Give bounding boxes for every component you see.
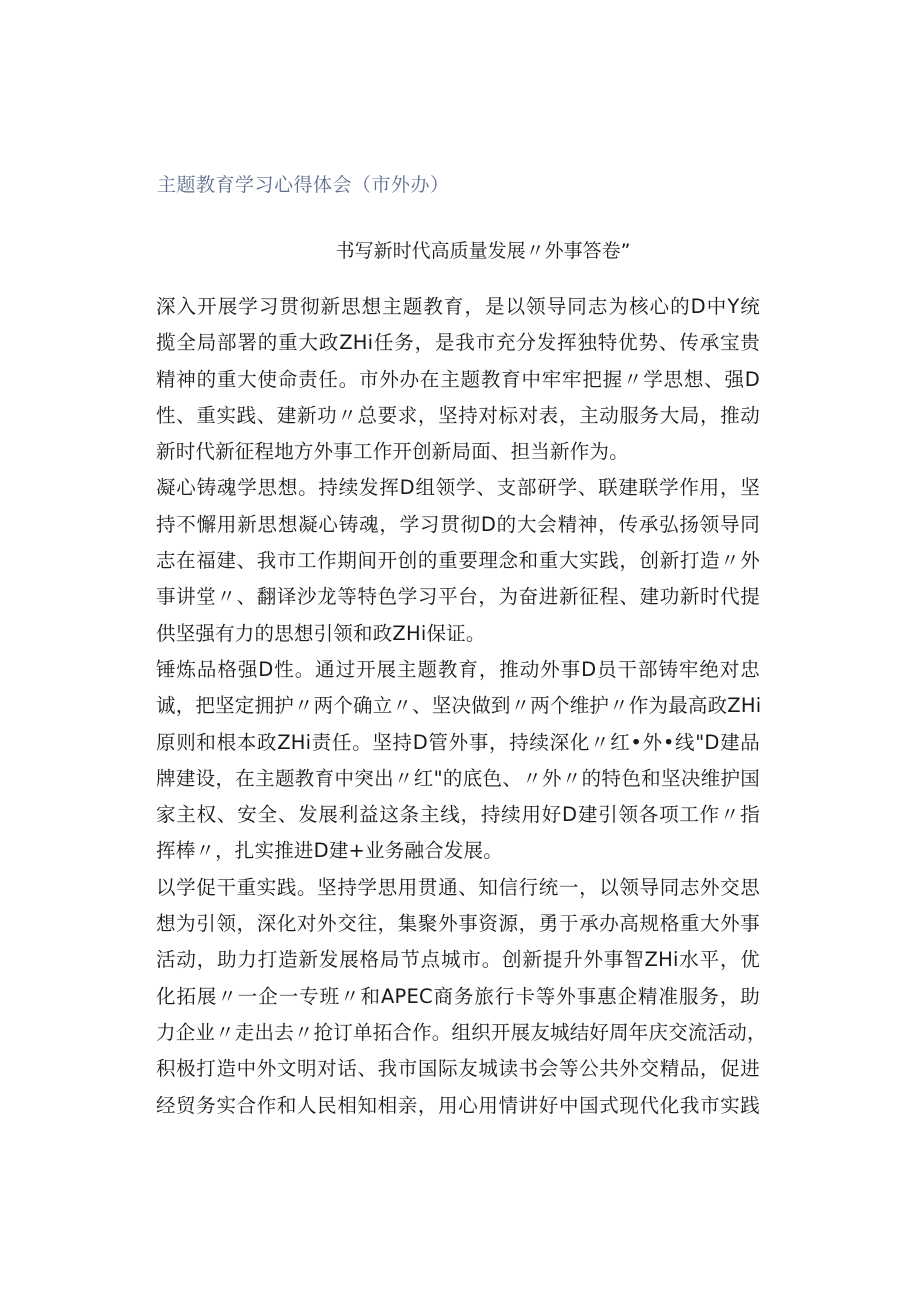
text-line: 精神的重大使命责任。市外办在主题教育中牢牢把握〃学思想、强D — [156, 367, 760, 391]
text-line: 力企业〃走出去〃抢订单拓合作。组织开展友城结好周年庆交流活动， — [156, 1020, 767, 1044]
text-line: 想为引领，深化对外交往，集聚外事资源，勇于承办高规格重大外事 — [156, 912, 760, 936]
document-title — [0, 236, 920, 263]
text-line: 积极打造中外文明对话、我市国际友城读书会等公共外交精品，促进 — [156, 1057, 760, 1081]
text-line: 志在福建、我市工作期间开创的重要理念和重大实践，创新打造〃外 — [156, 549, 760, 573]
text-line: 活动，助力打造新发展格局节点城市。创新提升外事智ZHi水平，优 — [156, 948, 760, 972]
text-line: 挥棒〃，扎实推进D建+业务融合发展。 — [156, 839, 503, 863]
text-line: 深入开展学习贯彻新思想主题教育，是以领导同志为核心的D中Y统 — [156, 295, 760, 318]
text-line: 以学促干重实践。坚持学思用贯通、知信行统一，以领导同志外交思 — [156, 875, 760, 899]
text-line: 经贸务实合作和人民相知相亲，用心用情讲好中国式现代化我市实践 — [156, 1093, 760, 1117]
text-line: 揽全局部署的重大政ZHi任务，是我市充分发挥独特优势、传承宝贵 — [156, 331, 760, 355]
text-line: 持不懈用新思想凝心铸魂，学习贯彻D的大会精神，传承弘扬领导同 — [156, 512, 760, 536]
text-line: 供坚强有力的思想引领和政ZHi保证。 — [156, 621, 486, 645]
text-line: 事讲堂〃、翻译沙龙等特色学习平台，为奋进新征程、建功新时代提 — [156, 585, 760, 609]
document-header: 主题教育学习心得体会（市外办） — [157, 174, 450, 196]
text-line: 化拓展〃一企一专班〃和APEC商务旅行卡等外事惠企精准服务，助 — [156, 984, 760, 1008]
text-line: 原则和根本政ZHi责任。坚持D管外事，持续深化〃红•外•线"D建品 — [156, 730, 760, 754]
text-line: 凝心铸魂学思想。持续发挥D组领学、支部研学、联建联学作用，坚 — [156, 476, 760, 500]
document-title-text: 书写新时代高质量发展〃外事答卷” — [335, 240, 631, 262]
text-line: 新时代新征程地方外事工作开创新局面、担当新作为。 — [156, 440, 629, 464]
text-line: 性、重实践、建新功〃总要求，坚持对标对表，主动服务大局，推动 — [156, 403, 760, 427]
text-line: 锤炼品格强D性。通过开展主题教育，推动外事D员干部铸牢绝对忠 — [156, 657, 760, 681]
text-line: 诚，把坚定拥护〃两个确立〃、坚决做到〃两个维护〃作为最高政ZHi — [156, 694, 762, 718]
text-line: 牌建设，在主题教育中突出〃红"的底色、〃外〃的特色和坚决维护国 — [156, 766, 760, 790]
document-body — [156, 289, 767, 1124]
text-line: 家主权、安全、发展利益这条主线，持续用好D建引领各项工作〃指 — [156, 803, 760, 827]
